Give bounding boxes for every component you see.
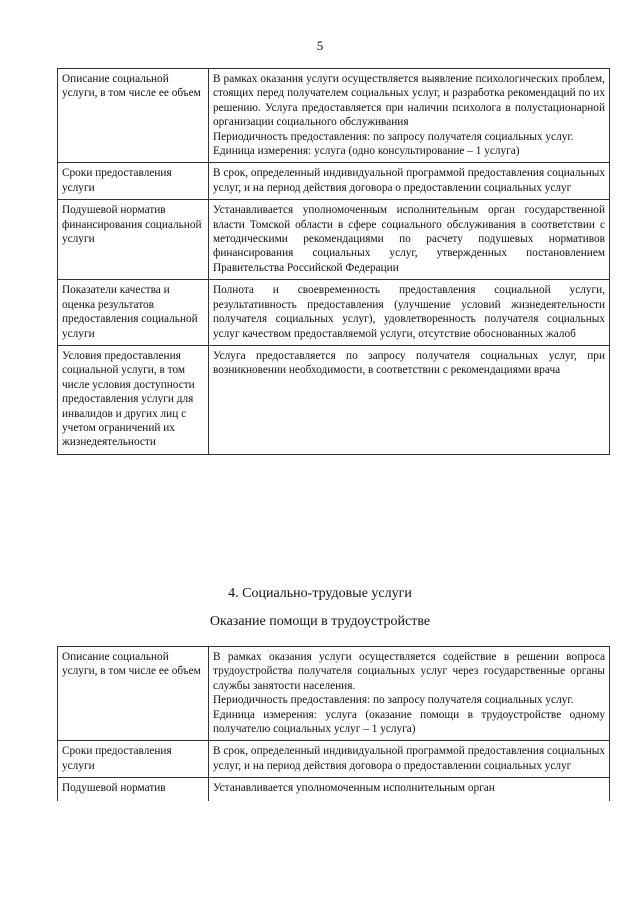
- table-row-terms: [58, 163, 610, 200]
- table-row-description: [58, 647, 610, 741]
- row-label: Подушевой норматив финансирования социальной услуги: [58, 200, 209, 280]
- row-value: [209, 647, 610, 741]
- row-value: [209, 163, 610, 200]
- row-label: Условия предоставления социальной услуги, в том числе условия доступности предоставления услуги для инвалидов и других лиц с учетом ограничений их жизнедеятельности: [58, 345, 209, 454]
- value-paragraph: В срок, определенный индивидуальной программой предоставления социальных услуг, и на период действия договора о предоставлении социальных услуг: [213, 745, 605, 772]
- row-value: [209, 69, 610, 163]
- row-value: [209, 778, 610, 802]
- value-paragraph: В рамках оказания услуги осуществляется выявление психологических проблем, стоящих перед получателем социальных услуг, и разработка рекомендаций по их решению. Услуга предоставляется при наличии психолога в полустационарной организации социального обслуживания: [213, 73, 605, 129]
- value-paragraph: Полнота и своевременность предоставления социальной услуги, результативность предоставления (улучшение условий жизнедеятельности получателя социальных услуг), удовлетворенность получателя социальных услуг качеством предоставляемой услуги, отсутствие обоснованных жалоб: [213, 284, 605, 340]
- value-paragraph: Услуга предоставляется по запросу получателя социальных услуг, при возникновении необходимости, в соответствии с рекомендациями врача: [213, 349, 605, 377]
- page-number: 5: [316, 38, 324, 53]
- section-heading: 4. Социально-трудовые услуги: [228, 586, 412, 601]
- row-label: Сроки предоставления услуги: [58, 741, 209, 778]
- table-row-funding: [58, 778, 610, 802]
- service-table-psychological: [57, 68, 610, 455]
- table-row-terms: [58, 741, 610, 778]
- value-paragraph: Периодичность предоставления: по запросу получателя социальных услуг.: [213, 694, 574, 707]
- value-paragraph: В рамках оказания услуги осуществляется содействие в решении вопроса трудоустройства получателя социальных услуг через государственные органы службы занятости населения.: [213, 651, 605, 692]
- row-label: Подушевой норматив: [58, 778, 209, 802]
- service-title: Оказание помощи в трудоустройстве: [209, 614, 431, 629]
- table-row-funding: [58, 200, 610, 280]
- value-paragraph: Единица измерения: услуга (одно консультирование – 1 услуга): [213, 145, 520, 158]
- table-row-conditions: [58, 345, 610, 454]
- service-table-employment: [57, 646, 610, 801]
- value-paragraph: Единица измерения: услуга (оказание помощи в трудоустройстве одному получателю социальных услуг – 1 услуга): [213, 708, 605, 736]
- table-row-description: [58, 69, 610, 163]
- row-value: [209, 280, 610, 346]
- row-label: Описание социальной услуги, в том числе ее объем: [58, 69, 209, 163]
- row-label: Описание социальной услуги, в том числе ее объем: [58, 647, 209, 741]
- value-paragraph: Периодичность предоставления: по запросу получателя социальных услуг.: [213, 130, 574, 143]
- row-value: [209, 200, 610, 280]
- value-paragraph: В срок, определенный индивидуальной программой предоставления социальных услуг, и на период действия договора о предоставлении социальных услуг: [213, 167, 605, 194]
- table-row-quality: [58, 280, 610, 346]
- value-paragraph: Устанавливается уполномоченным исполнительным орган: [213, 782, 495, 795]
- row-value: [209, 345, 610, 454]
- row-label: Сроки предоставления услуги: [58, 163, 209, 200]
- row-label: Показатели качества и оценка результатов предоставления социальной услуги: [58, 280, 209, 346]
- row-value: [209, 741, 610, 778]
- value-paragraph: Устанавливается уполномоченным исполнительным орган государственной власти Томской области в сфере социального обслуживания в соответствии с методическими рекомендациями по расчету подушевых нормативов финансирования социальных услуг, утвержденных постановлением Правительства Российской Федерации: [213, 204, 605, 274]
